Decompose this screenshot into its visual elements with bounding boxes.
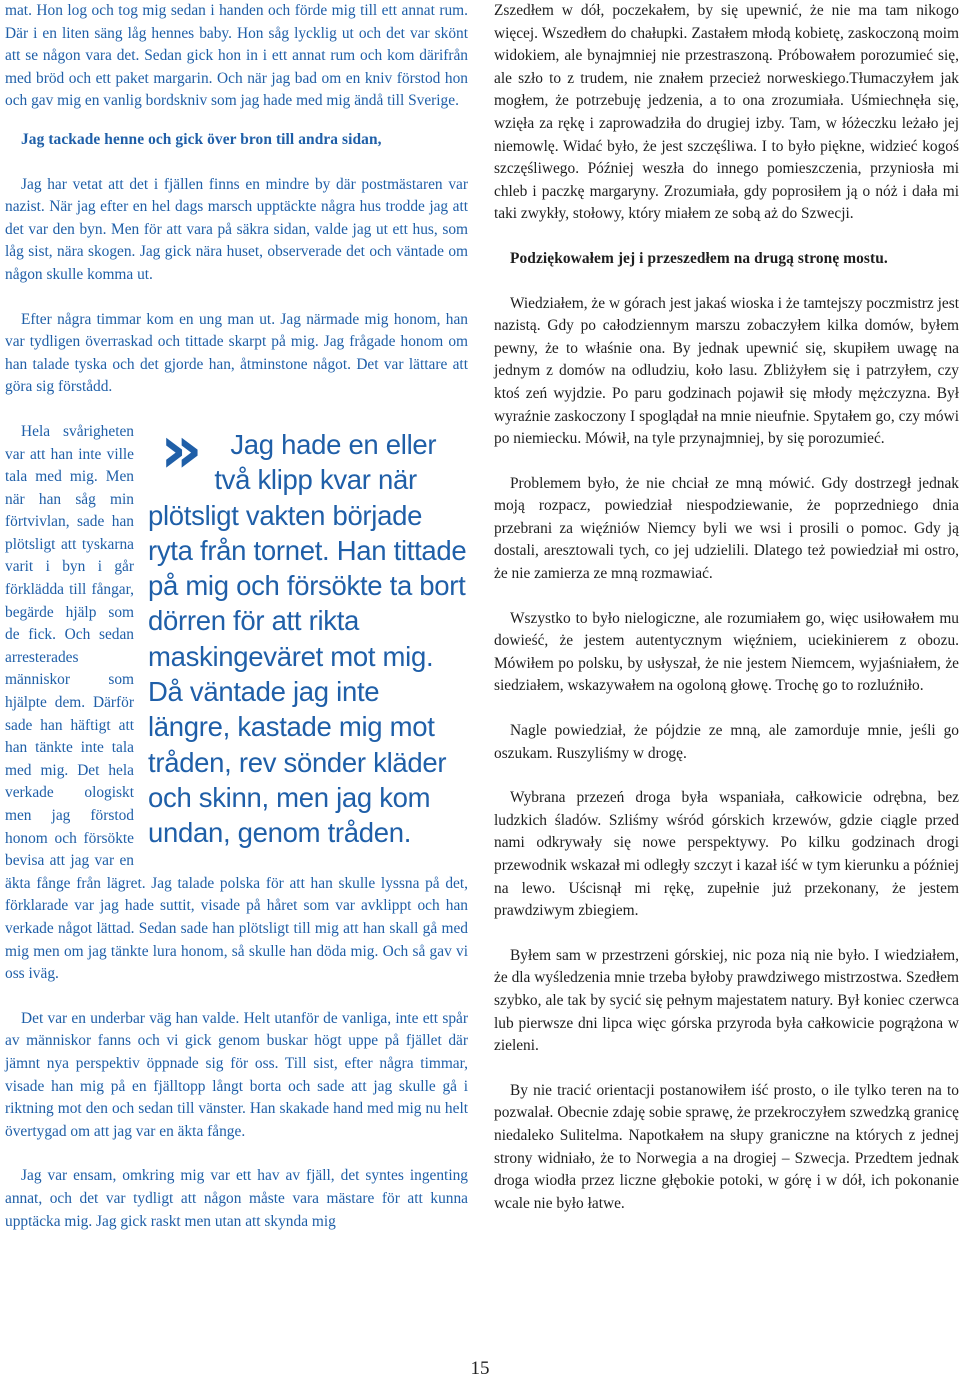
pull-quote bbox=[148, 410, 468, 851]
page-number: 15 bbox=[470, 1358, 490, 1379]
paragraph: Jag har vetat att det i fjällen finns en mindre by där postmästaren var nazist. När jag efter en hel dags marsch upptäckte några hus trodde jag att det var den byn. Men för att vara på säkra sidan, valde jag ut ett hus, som låg sist, nära skogen. Jag gick nära huset, observerade det och väntade om någon skulle komma ut. bbox=[5, 175, 468, 283]
section-heading: Jag tackade henne och gick över bron till andra sidan, bbox=[21, 130, 382, 148]
paragraph: Efter några timmar kom en ung man ut. Jag närmade mig honom, han var tydligen överraskad och tittade skarpt på mig. Jag frågade honom om han talade tyska och det gjorde han, åtminstone något. Det var lättare att göra sig förstådd. bbox=[5, 310, 468, 396]
quote-mark-icon: » bbox=[160, 410, 203, 488]
paragraph: Wszystko to było nielogiczne, ale rozumiałem go, więc usiłowałem mu dowieść, że jestem autentycznym więźniem, uciekinierem z obozu. Mówiłem po polsku, by usłyszał, że nie jestem Niemcem, wyjaśniałem, że siedziałem, wskazywałem na ogoloną głowę. Trochę go to rozluźniło. bbox=[494, 609, 959, 695]
paragraph: By nie tracić orientacji postanowiłem iść prosto, o ile tylko teren na to pozwalał. Obecnie zdaję sobie sprawę, że przekroczyłem szwedzką granicę niedaleko Sulitelma. Napotkałem na słupy graniczne na których z jednej strony widniało, że to Norwegia a na drogiej – Szwecja. Przedtem jednak droga wiodła przez liczne głębokie potoki, w górę i w dół, ich pokonanie wcale nie było łatwe. bbox=[494, 1081, 959, 1212]
paragraph: Wiedziałem, że w górach jest jakaś wioska i że tamtejszy poczmistrz jest nazistą. Gdy po całodziennym marszu zobaczyłem kilka domów, byłem pewny, że to właśnie ona. By jednak upewnić się, skupiłem uwagę na jednym z domów na odludziu, koło lasu. Zbliżyłem się i patrzyłem, czy ktoś zeń wyjdzie. Po paru godzinach pojawił się młody mężczyzna. Był wyraźnie zaskoczony I spoglądał na mnie nieufnie. Spytałem go, czy mówi po niemiecku. Mówił, na tyle przynajmniej, by się porozumieć. bbox=[494, 294, 959, 448]
paragraph: Nagle powiedział, że pójdzie ze mną, ale zamorduje mnie, jeśli go oszukam. Ruszyliśmy w drogę. bbox=[494, 722, 959, 762]
section-heading: Podziękowałem jej i przeszedłem na drugą stronę mostu. bbox=[510, 249, 888, 267]
paragraph-text: Hela svårigheten var att han inte ville tala med mig. Men när han såg min förtvivlan, sade han plötsligt att tyskarna varit i byn i går förklädda till fångar, begärde hjälp som de fick. Och sedan arresterades människor som hjälpte dem. Därför sade han häftigt att han tänkte inte tala med mig. Det hela verkade ologiskt men jag förstod honom och försökte bevisa att jag var en äkta fånge från lägret. Jag talade polska för att han skulle lyssna på det, förklarade var jag hade suttit, visade på håret som var avklippt och han verkade något lättad. Sedan sade han plötsligt till mig att han skall gå med mig men om jag tänkte lura honom, så skulle han döda mig. Och så gav vi oss iväg. bbox=[5, 422, 468, 983]
paragraph: Problemem było, że nie chciał ze mną mówić. Gdy dostrzegł jednak moją rozpacz, powiedział niespodziewanie, że poprzedniego dnia przebrani za więźniów Niemcy byli we wsi i prosili o pomoc. Gdy ją dostali, aresztowali tych, co jej udzielili. Dlatego też powiedział mi ostro, że nie zamierza ze mną rozmawiać. bbox=[494, 474, 959, 583]
swedish-text-column bbox=[5, 0, 468, 1255]
pull-quote-text: Jag hade en eller två klipp kvar när plötsligt vakten började ryta från tornet. Han tittade på mig och försökte ta bort dörren för att rikta maskingeväret mot mig. Då väntade jag inte längre, kastade mig mot tråden, rev sönder kläder och skinn, men jag kom undan, genom tråden. bbox=[148, 428, 467, 849]
polish-text-column bbox=[494, 0, 959, 1237]
paragraph: Wybrana przezeń droga była wspaniała, całkowicie odrębna, bez ludzkich śladów. Szliśmy wśród górskich krzewów, gdzie ciągle przed nami odkrywały się nowe perspektywy. Po kilku godzinach drogi przewodnik wskazał mi odległy szczyt i kazał iść w tym kierunku a później na lewo. Uścisnął mi rękę, zupełnie już przekonany, że jestem prawdziwym zbiegiem. bbox=[494, 789, 959, 920]
paragraph: Det var en underbar väg han valde. Helt utanför de vanliga, inte ett spår av människor fanns och vi gick genom buskar högt uppe på fjället där jämnt nya perspektiv öppnade sig för oss. Till sist, efter några timmar, visade han mig på en fjälltopp långt borta och sade att jag skulle gå i riktning mot den och sedan till vänster. Han skakade hand med mig nu helt övertygad om att jag var en äkta fånge. bbox=[5, 1009, 468, 1140]
paragraph: Zszedłem w dół, poczekałem, by się upewnić, że nie ma tam nikogo więcej. Wszedłem do chałupki. Zastałem młodą kobietę, zaskoczoną moim widokiem, ale bynajmniej nie przestraszoną. Próbowałem porozumieć się, ale szło to z trudem, nie znałem przecież norweskiego.Tłumaczyłem jak mogłem, że potrzebuję jedzenia, a to ona zrozumiała. Uśmiechnęła się, wzięła za rękę i zaprowadziła do drugiej izby. Tam, w łóżeczku leżało jej niemowlę. Widać było, że jest szczęśliwa. I to było piękne, widzieć kogoś szczęśliwego. Później weszła do innego pomieszczenia, przyniosła mi chleb i paczkę margaryny. Zrozumiała, gdy poprosiłem ją o nóż i dała mi taki zwykły, stołowy, który miałem ze sobą aż do Szwecji. bbox=[494, 2, 959, 223]
paragraph bbox=[5, 410, 468, 986]
paragraph: Byłem sam w przestrzeni górskiej, nic poza nią nie było. I wiedziałem, że dla wyśledzenia mnie trzeba byłoby prawdziwego mistrzostwa. Szedłem szybko, ale tak by sycić się pełnym majestatem natury. Był koniec czerwca lub pierwsze dni lipca więc górska przyroda była całkowicie pogrążona w zieleni. bbox=[494, 946, 959, 1055]
paragraph: Jag var ensam, omkring mig var ett hav av fjäll, det syntes ingenting annat, och det var tydligt att någon måste vara mästare för att kunna upptäcka mig. Jag gick raskt men utan att skynda mig bbox=[5, 1167, 468, 1230]
paragraph: mat. Hon log och tog mig sedan i handen och förde mig till ett annat rum. Där i en liten säng låg hennes baby. Hon såg lycklig ut och det var skönt att se någon vara det. Sedan gick hon in i ett annat rum och kom därifrån med bröd och ett paket margarin. Och när jag bad om en kniv förstod hon och gav mig en vanlig bordskniv som jag hade med mig ändå till Sverige. bbox=[5, 2, 468, 110]
